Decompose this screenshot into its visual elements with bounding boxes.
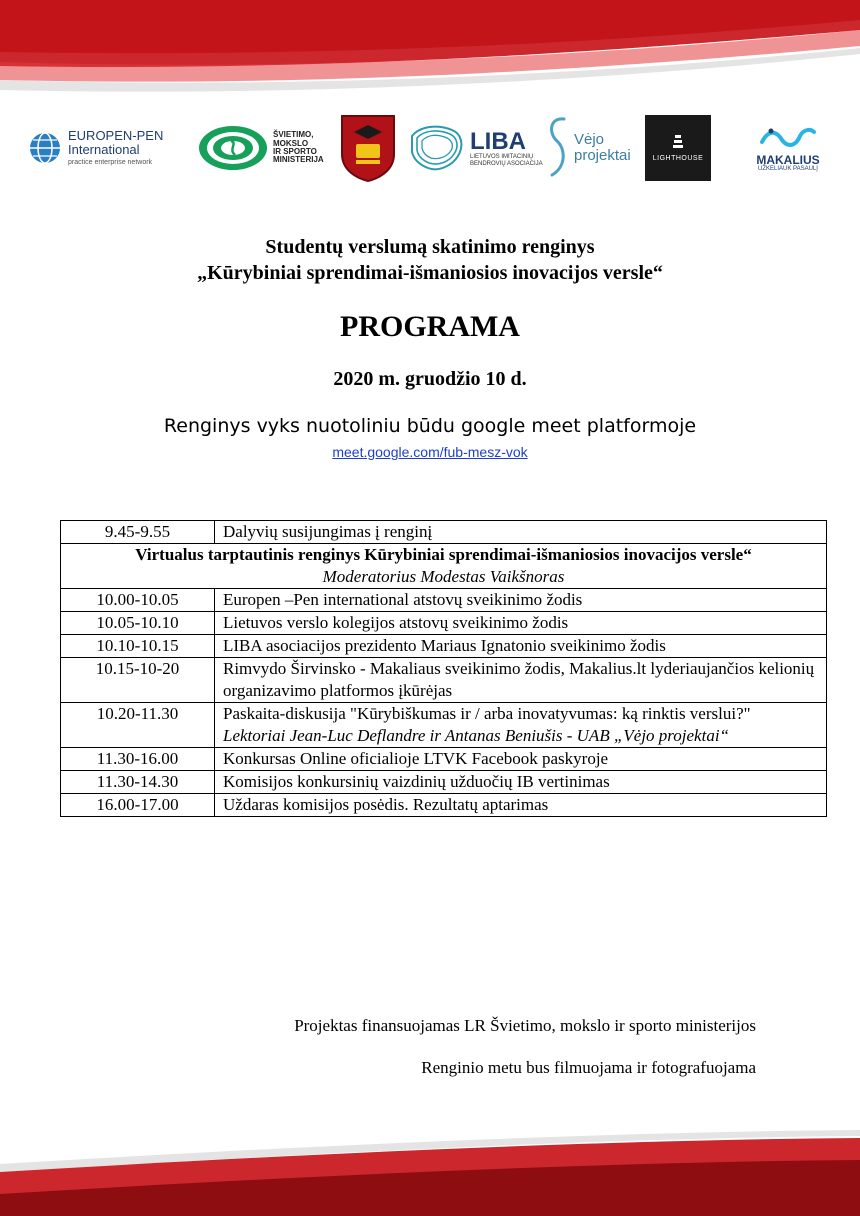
- wind-s-icon: [544, 113, 570, 183]
- lighthouse-logo: [645, 108, 711, 188]
- table-row: [61, 521, 827, 544]
- event-title: „Kūrybiniai sprendimai-išmaniosios inovacijos versle“: [197, 262, 663, 284]
- table-row: [61, 748, 827, 771]
- time-cell: 16.00-17.00: [61, 794, 215, 817]
- ministry-line3: IR SPORTO: [273, 147, 317, 156]
- liba-sub2: BENDROVIŲ ASOCIACIJA: [470, 160, 543, 167]
- funding-note: Projektas finansuojamas LR Švietimo, mokslo ir sporto ministerijos: [294, 1016, 756, 1035]
- meet-link[interactable]: meet.google.com/fub-mesz-vok: [332, 444, 528, 460]
- banner-title: Virtualus tarptautinis renginys Kūrybiniai sprendimai-išmaniosios inovacijos versle“: [135, 545, 752, 564]
- shield-icon: [340, 114, 396, 182]
- makalius-sub: UŽKELIAUK PASAULĮ: [758, 166, 818, 173]
- venue-text: Renginys vyks nuotoliniu būdu google meet platformoje: [163, 415, 697, 437]
- vejo-line1: Vėjo: [574, 131, 605, 149]
- partner-logos: [28, 108, 834, 188]
- moderator-text: Moderatorius Modestas Vaikšnoras: [322, 567, 565, 586]
- activity-cell: Uždaras komisijos posėdis. Rezultatų aptarimas: [215, 794, 827, 817]
- europen-name: EUROPEN-PEN: [68, 128, 164, 144]
- time-cell: 10.00-10.05: [61, 589, 215, 612]
- bottom-red-band: [0, 1106, 860, 1216]
- globe-icon: [28, 131, 62, 165]
- time-cell: 10.10-10.15: [61, 635, 215, 658]
- liba-logo: [408, 108, 558, 188]
- liba-name: LIBA: [470, 128, 526, 156]
- program-heading: PROGRAMA: [340, 310, 520, 343]
- time-cell: 9.45-9.55: [61, 521, 215, 544]
- activity-cell: Dalyvių susijungimas į renginį: [215, 521, 827, 544]
- table-row: [61, 612, 827, 635]
- table-row: [61, 771, 827, 794]
- time-cell: 10.20-11.30: [61, 703, 215, 748]
- makalius-logo: [742, 108, 834, 188]
- activity-cell: Konkursas Online oficialioje LTVK Facebook paskyroje: [215, 748, 827, 771]
- recording-notice: Renginio metu bus filmuojama ir fotografuojama: [421, 1058, 756, 1077]
- table-row-banner: [61, 544, 827, 589]
- time-cell: 10.05-10.10: [61, 612, 215, 635]
- college-shield-logo: [340, 108, 398, 188]
- ministry-line1: ŠVIETIMO,: [273, 130, 314, 140]
- schedule-table: [60, 520, 827, 817]
- ministry-emblem-icon: [198, 125, 268, 171]
- makalius-name: MAKALIUS: [756, 152, 820, 167]
- banner-cell: [61, 544, 827, 589]
- event-date: 2020 m. gruodžio 10 d.: [333, 368, 527, 390]
- table-row: [61, 703, 827, 748]
- activity-cell: Europen –Pen international atstovų sveikinimo žodis: [215, 589, 827, 612]
- time-cell: 11.30-14.30: [61, 771, 215, 794]
- table-row: [61, 794, 827, 817]
- activity-cell: [215, 703, 827, 748]
- liba-sub1: LIETUVOS IMITACINIŲ: [470, 154, 534, 161]
- europen-logo: [28, 108, 178, 188]
- makalius-wave-icon: [758, 124, 818, 150]
- lecture-title: Paskaita-diskusija "Kūrybiškumas ir / arba inovatyvumas: ką rinktis verslui?": [223, 704, 751, 723]
- activity-cell: Komisijos konkursinių vaizdinių užduočių IB vertinimas: [215, 771, 827, 794]
- europen-name2: International: [68, 141, 140, 157]
- activity-cell: Rimvydo Širvinsko - Makaliaus sveikinimo žodis, Makalius.lt lyderiaujančios kelionių organizavimo platformos įkūrėjas: [215, 658, 827, 703]
- lecturers-text: Lektoriai Jean-Luc Deflandre ir Antanas Beniušis - UAB „Vėjo projektai“: [223, 726, 730, 745]
- activity-cell: LIBA asociacijos prezidento Mariaus Ignatonio sveikinimo žodis: [215, 635, 827, 658]
- table-row: [61, 658, 827, 703]
- activity-cell: Lietuvos verslo kolegijos atstovų sveikinimo žodis: [215, 612, 827, 635]
- table-row: [61, 589, 827, 612]
- ministry-logo: [198, 108, 333, 188]
- time-cell: 10.15-10-20: [61, 658, 215, 703]
- ministry-line4: MINISTERIJA: [273, 155, 324, 165]
- europen-sub: practice enterprise network: [68, 159, 153, 167]
- top-red-band: [0, 0, 860, 110]
- ministry-line2: MOKSLO: [273, 138, 309, 148]
- lighthouse-icon: [672, 134, 684, 152]
- lighthouse-name: LIGHTHOUSE: [652, 154, 704, 162]
- time-cell: 11.30-16.00: [61, 748, 215, 771]
- table-row: [61, 635, 827, 658]
- vejo-projektai-logo: [544, 108, 640, 188]
- vejo-line2: projektai: [574, 147, 631, 164]
- lithuania-map-icon: [408, 122, 466, 174]
- event-subtitle: Studentų verslumą skatinimo renginys: [265, 236, 595, 258]
